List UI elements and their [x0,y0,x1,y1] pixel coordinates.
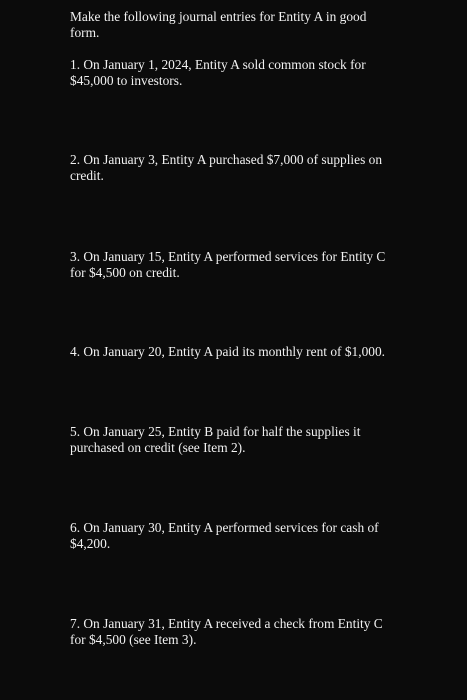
entry-item-1 [70,57,410,89]
entry-item-5 [70,424,410,456]
entry-item-6 [70,520,410,552]
entry-line: for $4,500 (see Item 3). [70,632,197,647]
entry-line: $45,000 to investors. [70,73,183,88]
entry-item-2 [70,152,410,184]
instructions-text [70,9,410,41]
entry-line: 4. On January 20, Entity A paid its monthly rent of $1,000. [70,344,386,359]
entry-line: $4,200. [70,536,111,551]
entry-item-4 [70,344,415,360]
entry-line: 5. On January 25, Entity B paid for half the supplies it [70,424,361,439]
entry-line: purchased on credit (see Item 2). [70,440,246,455]
entry-line: 6. On January 30, Entity A performed services for cash of [70,520,379,535]
entry-item-3 [70,249,410,281]
entry-line: 2. On January 3, Entity A purchased $7,000 of supplies on [70,152,383,167]
entry-line: 7. On January 31, Entity A received a check from Entity C [70,616,383,631]
instructions-line: Make the following journal entries for Entity A in good [70,9,367,24]
entry-item-7 [70,616,410,648]
entry-line: 3. On January 15, Entity A performed services for Entity C [70,249,386,264]
entry-line: for $4,500 on credit. [70,265,180,280]
entry-line: 1. On January 1, 2024, Entity A sold common stock for [70,57,366,72]
instructions-line: form. [70,25,100,40]
entry-line: credit. [70,168,104,183]
